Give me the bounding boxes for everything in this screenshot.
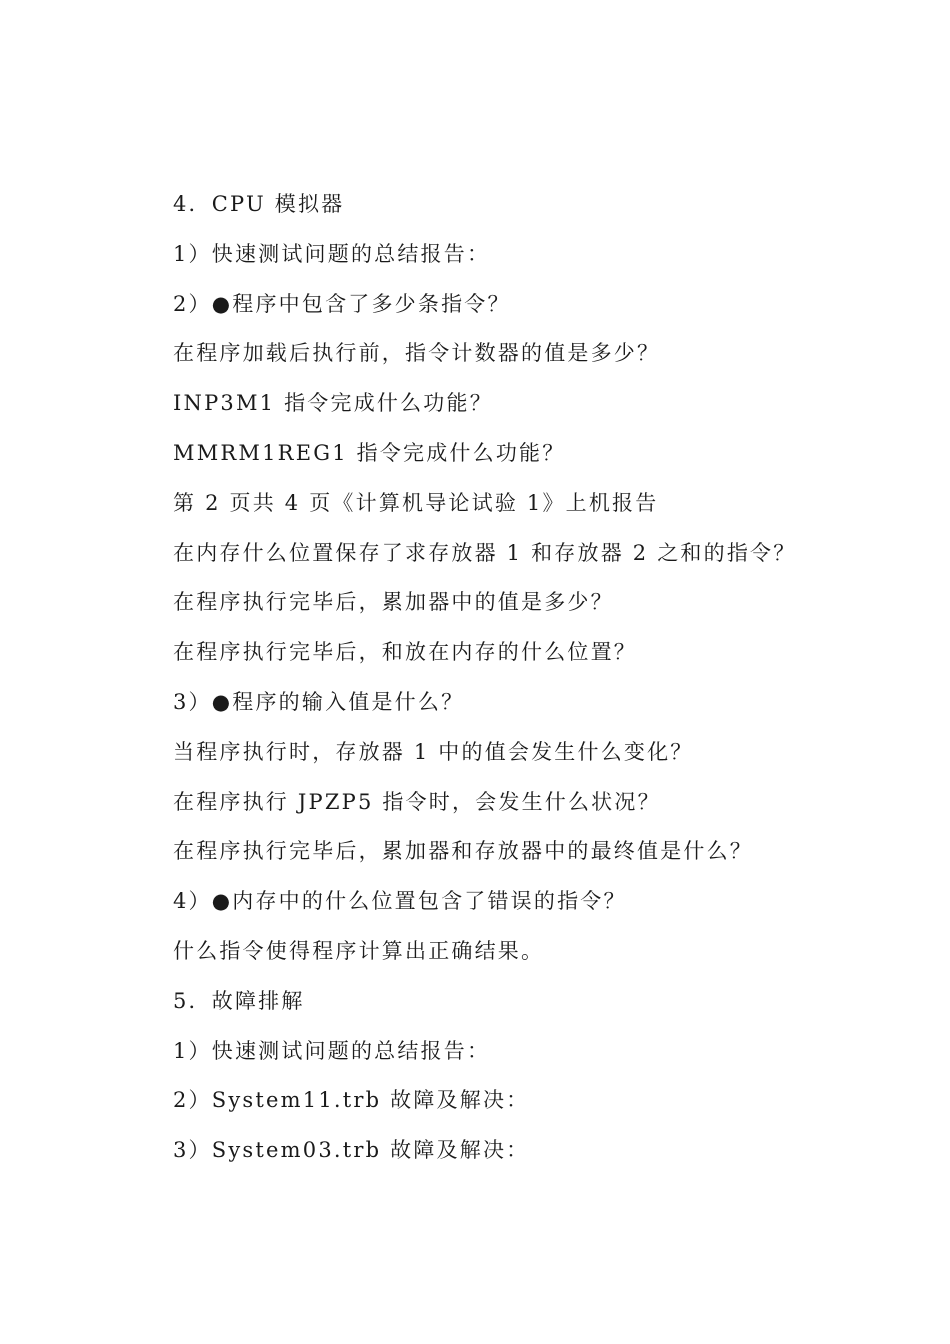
text-line: 3）System03.trb 故障及解决：: [173, 1138, 530, 1163]
text-line: 什么指令使得程序计算出正确结果。: [173, 938, 545, 963]
text-line: 1）快速测试问题的总结报告：: [173, 241, 491, 266]
text-line: 在程序加载后执行前，指令计数器的值是多少？: [173, 341, 661, 366]
text-line: 4）●内存中的什么位置包含了错误的指令？: [173, 889, 627, 914]
text-line: 在程序执行完毕后，累加器中的值是多少？: [173, 590, 614, 615]
document-body: [173, 186, 913, 1182]
section-heading-troubleshooting: 5．故障排解: [173, 988, 305, 1013]
text-line: 在程序执行完毕后，和放在内存的什么位置？: [173, 640, 637, 665]
text-line: 2）System11.trb 故障及解决：: [173, 1088, 530, 1113]
text-line: 3）●程序的输入值是什么？: [173, 689, 465, 714]
text-line: INP3M1 指令完成什么功能？: [173, 391, 493, 416]
text-line: 1）快速测试问题的总结报告：: [173, 1038, 491, 1063]
text-line: MMRM1REG1 指令完成什么功能？: [173, 440, 566, 465]
page-footer-line: 第 2 页共 4 页《计算机导论试验 1》上机报告: [173, 490, 659, 515]
section-heading-cpu-simulator: 4．CPU 模拟器: [173, 192, 345, 216]
text-line: 2）●程序中包含了多少条指令？: [173, 291, 511, 316]
text-line: 在内存什么位置保存了求存放器 1 和存放器 2 之和的指令？: [173, 540, 797, 565]
text-line: 当程序执行时，存放器 1 中的值会发生什么变化？: [173, 739, 694, 764]
text-line: 在程序执行完毕后，累加器和存放器中的最终值是什么？: [173, 839, 753, 864]
text-line: 在程序执行 JPZP5 指令时，会发生什么状况？: [173, 789, 661, 814]
